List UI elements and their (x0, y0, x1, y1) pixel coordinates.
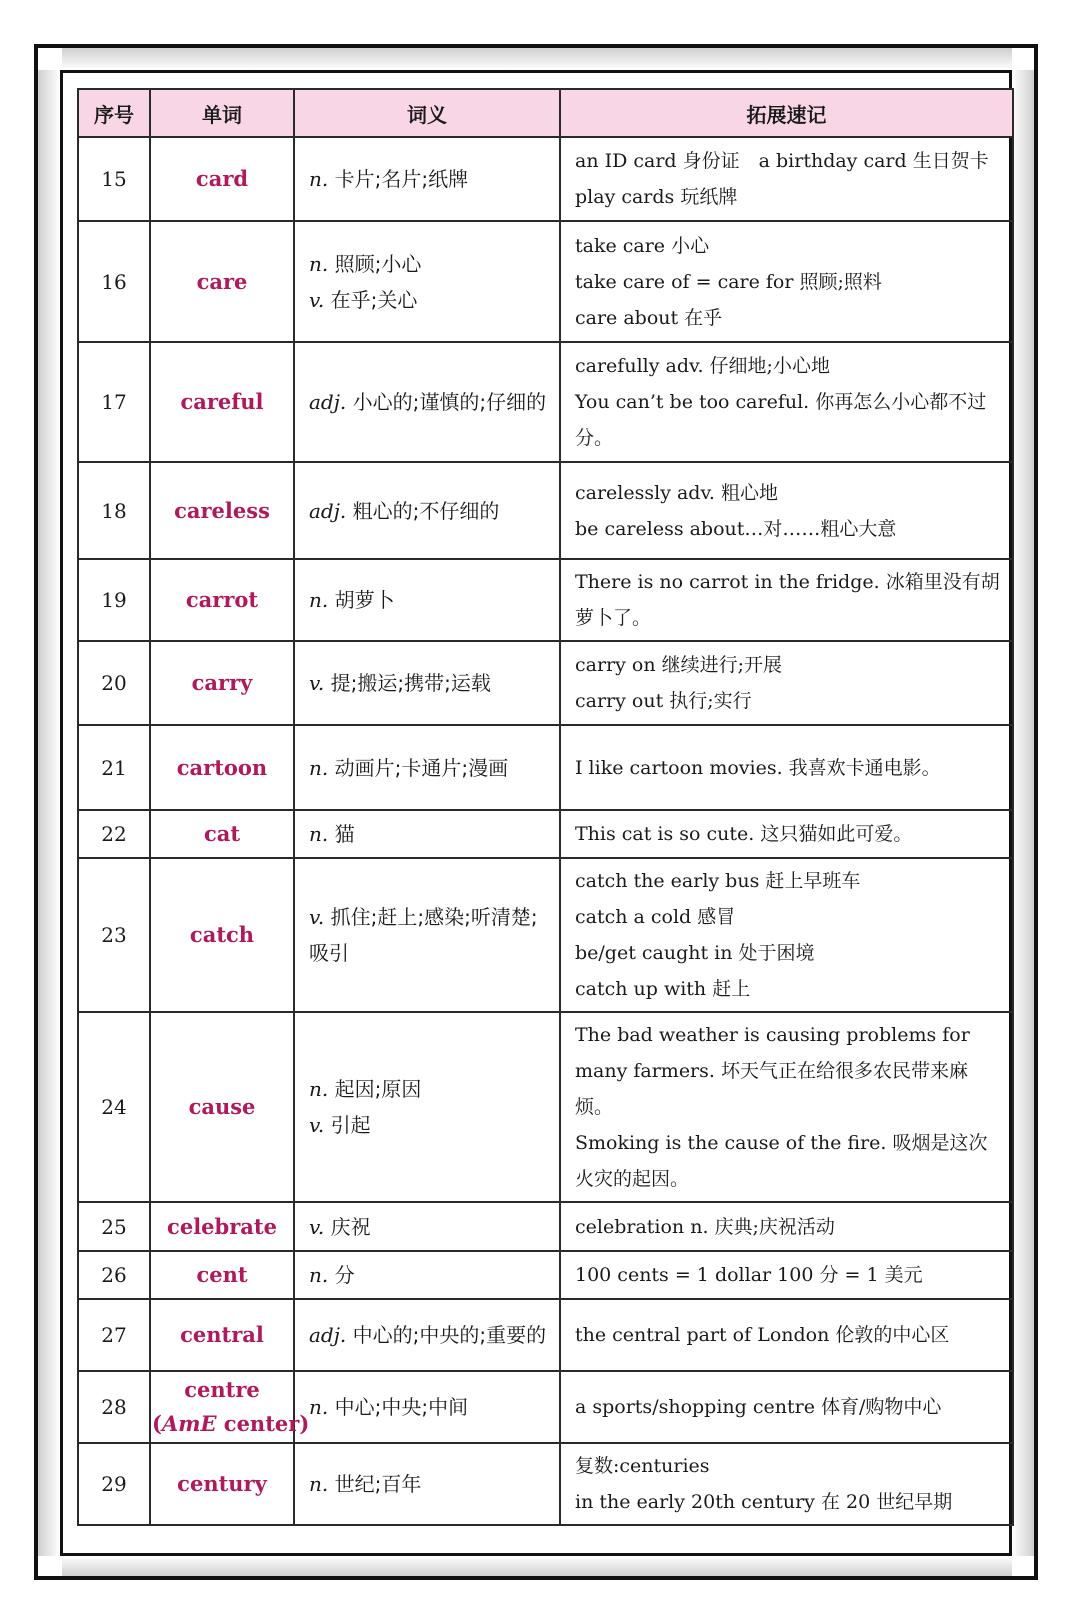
extension-line: catch a cold 感冒 (575, 906, 736, 928)
meaning-cell (294, 221, 560, 342)
meaning-cell (294, 137, 560, 221)
meaning-line (309, 161, 547, 197)
row-number: 22 (78, 810, 150, 858)
extension-line: the central part of London 伦敦的中心区 (575, 1324, 950, 1346)
meaning-text: 卡片;名片;纸牌 (334, 167, 469, 191)
word-variant (152, 1407, 310, 1441)
extension-line: celebration n. 庆典;庆祝活动 (575, 1215, 835, 1238)
part-of-speech: v. (309, 905, 325, 929)
extension-line: care about 在乎 (575, 306, 723, 329)
table-row (78, 1299, 1013, 1371)
word-cell (150, 462, 294, 559)
part-of-speech: n. (309, 167, 329, 191)
extension-line: catch the early bus 赶上早班车 (575, 870, 861, 892)
table-row (78, 342, 1013, 462)
extension-line: take care 小心 (575, 234, 710, 257)
table-row (78, 641, 1013, 725)
table-row (78, 462, 1013, 559)
meaning-text: 世纪;百年 (334, 1472, 422, 1496)
meaning-line (309, 899, 547, 971)
part-of-speech: n. (309, 1077, 329, 1101)
table-row (78, 137, 1013, 221)
meaning-cell (294, 559, 560, 641)
word-text: carrot (185, 587, 259, 612)
part-of-speech: n. (309, 588, 329, 612)
extension-line: 100 cents = 1 dollar 100 分 = 1 美元 (575, 1264, 923, 1286)
meaning-text: 小心的;谨慎的;仔细的 (352, 390, 547, 414)
row-number: 21 (78, 725, 150, 810)
word-text: celebrate (167, 1213, 277, 1239)
row-number: 17 (78, 342, 150, 462)
word-variant-close: ) (299, 1411, 310, 1436)
word-cell (150, 1012, 294, 1202)
word-cell (150, 1371, 310, 1443)
word-cell (150, 342, 294, 462)
extension-line: 复数:centuries (575, 1455, 710, 1477)
extension-line: You can’t be too careful. 你再怎么小心都不过分。 (575, 391, 987, 449)
word-text: catch (189, 922, 255, 947)
extension-cell (560, 1299, 1013, 1371)
word-variant-tag: AmE (161, 1411, 217, 1436)
row-number: 23 (78, 858, 150, 1012)
meaning-text: 分 (334, 1263, 355, 1287)
part-of-speech: v. (309, 1214, 325, 1239)
word-cell (150, 1202, 294, 1251)
extension-cell (560, 462, 1013, 559)
extension-cell (560, 1012, 1013, 1202)
extension-line: be careless about…对……粗心大意 (575, 517, 897, 540)
meaning-text: 庆祝 (330, 1214, 371, 1239)
row-number: 19 (78, 559, 150, 641)
extension-line: a sports/shopping centre 体育/购物中心 (575, 1396, 942, 1418)
extension-line: The bad weather is causing problems for many farmers. 坏天气正在给很多农民带来麻烦。 (575, 1024, 970, 1118)
vocabulary-table (77, 88, 1014, 1526)
extension-cell (560, 858, 1013, 1012)
row-number: 18 (78, 462, 150, 559)
extension-cell (560, 641, 1013, 725)
part-of-speech: v. (309, 1113, 325, 1137)
meaning-line (309, 1257, 547, 1293)
meaning-line (309, 1107, 547, 1143)
extension-cell (560, 725, 1013, 810)
table-row (78, 1251, 1013, 1299)
extension-line: take care of = care for 照顾;照料 (575, 270, 882, 293)
extension-cell (560, 1371, 1013, 1443)
table-row (78, 559, 1013, 641)
row-number: 29 (78, 1443, 150, 1525)
table-row (78, 725, 1013, 810)
word-cell (150, 559, 294, 641)
meaning-cell (294, 1202, 560, 1251)
meaning-text: 提;搬运;携带;运载 (330, 671, 491, 695)
word-text: carry (191, 670, 253, 695)
extension-line: carry on 继续进行;开展 (575, 654, 783, 676)
extension-line: carelessly adv. 粗心地 (575, 481, 779, 504)
part-of-speech: n. (309, 1395, 329, 1419)
meaning-text: 胡萝卜 (334, 588, 395, 612)
meaning-line (309, 246, 547, 282)
table-row (78, 810, 1013, 858)
row-number: 20 (78, 641, 150, 725)
word-text: card (195, 166, 249, 191)
row-number: 25 (78, 1202, 150, 1251)
meaning-cell (294, 462, 560, 559)
extension-line: an ID card 身份证 a birthday card 生日贺卡 play cards 玩纸牌 (575, 150, 1008, 208)
table-row (78, 858, 1013, 1012)
meaning-line (309, 816, 547, 852)
frame-shadow-top (62, 48, 1012, 70)
meaning-line (309, 1209, 547, 1245)
header-num: 序号 (78, 89, 150, 137)
meaning-line (309, 1071, 547, 1107)
part-of-speech: adj. (309, 1323, 347, 1347)
meaning-cell (294, 1251, 560, 1299)
word-text: careful (180, 389, 264, 414)
extension-line: Smoking is the cause of the fire. 吸烟是这次火灾的起因。 (575, 1132, 988, 1190)
word-variant-word: center (223, 1411, 300, 1436)
word-variant-open: ( (152, 1411, 162, 1436)
word-text: care (196, 268, 248, 294)
part-of-speech: n. (309, 1263, 329, 1287)
table-row (78, 1371, 1013, 1443)
extension-line: carry out 执行;实行 (575, 690, 752, 712)
part-of-speech: n. (309, 251, 329, 276)
meaning-cell (294, 1371, 560, 1443)
word-text: cartoon (176, 754, 268, 780)
extension-cell (560, 810, 1013, 858)
table-row (78, 221, 1013, 342)
table-body (78, 137, 1013, 1525)
meaning-line (309, 750, 547, 786)
meaning-text: 中心的;中央的;重要的 (352, 1323, 547, 1347)
meaning-line (309, 282, 547, 318)
word-cell (150, 1299, 294, 1371)
table-row (78, 1443, 1013, 1525)
extension-cell (560, 559, 1013, 641)
word-cell (150, 137, 294, 221)
meaning-cell (294, 1012, 560, 1202)
meaning-line (309, 1389, 547, 1425)
extension-line: carefully adv. 仔细地;小心地 (575, 355, 830, 377)
meaning-cell (294, 1443, 560, 1525)
meaning-text: 引起 (330, 1113, 371, 1137)
table-row (78, 1012, 1013, 1202)
row-number: 28 (78, 1371, 150, 1443)
meaning-cell (294, 641, 560, 725)
meaning-line (309, 493, 547, 529)
row-number: 16 (78, 221, 150, 342)
extension-cell (560, 137, 1013, 221)
extension-cell (560, 1251, 1013, 1299)
extension-cell (560, 1443, 1013, 1525)
extension-cell (560, 342, 1013, 462)
meaning-text: 照顾;小心 (334, 251, 422, 276)
meaning-text: 猫 (334, 822, 355, 846)
part-of-speech: v. (309, 287, 325, 312)
word-text: careless (174, 497, 270, 523)
word-text: cat (203, 821, 241, 846)
extension-line: This cat is so cute. 这只猫如此可爱。 (575, 823, 913, 845)
extension-cell (560, 1202, 1013, 1251)
word-cell (150, 1251, 294, 1299)
meaning-text: 动画片;卡通片;漫画 (334, 755, 509, 780)
extension-cell (560, 221, 1013, 342)
header-meaning: 词义 (294, 89, 560, 137)
part-of-speech: n. (309, 755, 329, 780)
word-text: central (180, 1322, 264, 1347)
meaning-text: 起因;原因 (334, 1077, 422, 1101)
word-cell (150, 810, 294, 858)
extension-line: I like cartoon movies. 我喜欢卡通电影。 (575, 756, 941, 779)
table-header (78, 89, 1013, 137)
part-of-speech: v. (309, 671, 325, 695)
word-cell (150, 725, 294, 810)
meaning-cell (294, 342, 560, 462)
word-text: centre (184, 1377, 260, 1402)
meaning-line (309, 665, 547, 701)
word-cell (150, 641, 294, 725)
word-text: century (177, 1471, 267, 1496)
meaning-line (309, 582, 547, 618)
word-text: cause (188, 1094, 256, 1119)
row-number: 27 (78, 1299, 150, 1371)
meaning-line (309, 1466, 547, 1502)
header-word: 单词 (150, 89, 294, 137)
meaning-text: 中心;中央;中间 (334, 1395, 469, 1419)
meaning-cell (294, 858, 560, 1012)
meaning-line (309, 384, 547, 420)
word-cell (150, 1443, 294, 1525)
word-text: cent (196, 1262, 248, 1287)
part-of-speech: adj. (309, 498, 347, 523)
meaning-line (309, 1317, 547, 1353)
extension-line: be/get caught in 处于困境 (575, 942, 815, 964)
header-row (78, 89, 1013, 137)
meaning-text: 在乎;关心 (330, 287, 418, 312)
extension-line: There is no carrot in the fridge. 冰箱里没有胡萝卜了。 (575, 571, 1000, 629)
part-of-speech: n. (309, 822, 329, 846)
meaning-text: 粗心的;不仔细的 (352, 498, 500, 523)
row-number: 15 (78, 137, 150, 221)
meaning-cell (294, 725, 560, 810)
frame-shadow-bottom (62, 1556, 1012, 1576)
extension-line: catch up with 赶上 (575, 978, 751, 1000)
frame-shadow-right (1012, 70, 1034, 1556)
extension-line: in the early 20th century 在 20 世纪早期 (575, 1491, 953, 1513)
frame-shadow-left (38, 70, 60, 1556)
part-of-speech: adj. (309, 390, 347, 414)
part-of-speech: n. (309, 1472, 329, 1496)
meaning-cell (294, 1299, 560, 1371)
row-number: 24 (78, 1012, 150, 1202)
table-row (78, 1202, 1013, 1251)
row-number: 26 (78, 1251, 150, 1299)
meaning-text: 抓住;赶上;感染;听清楚;吸引 (309, 905, 538, 965)
word-cell (150, 221, 294, 342)
header-extension: 拓展速记 (560, 89, 1013, 137)
word-cell (150, 858, 294, 1012)
meaning-cell (294, 810, 560, 858)
